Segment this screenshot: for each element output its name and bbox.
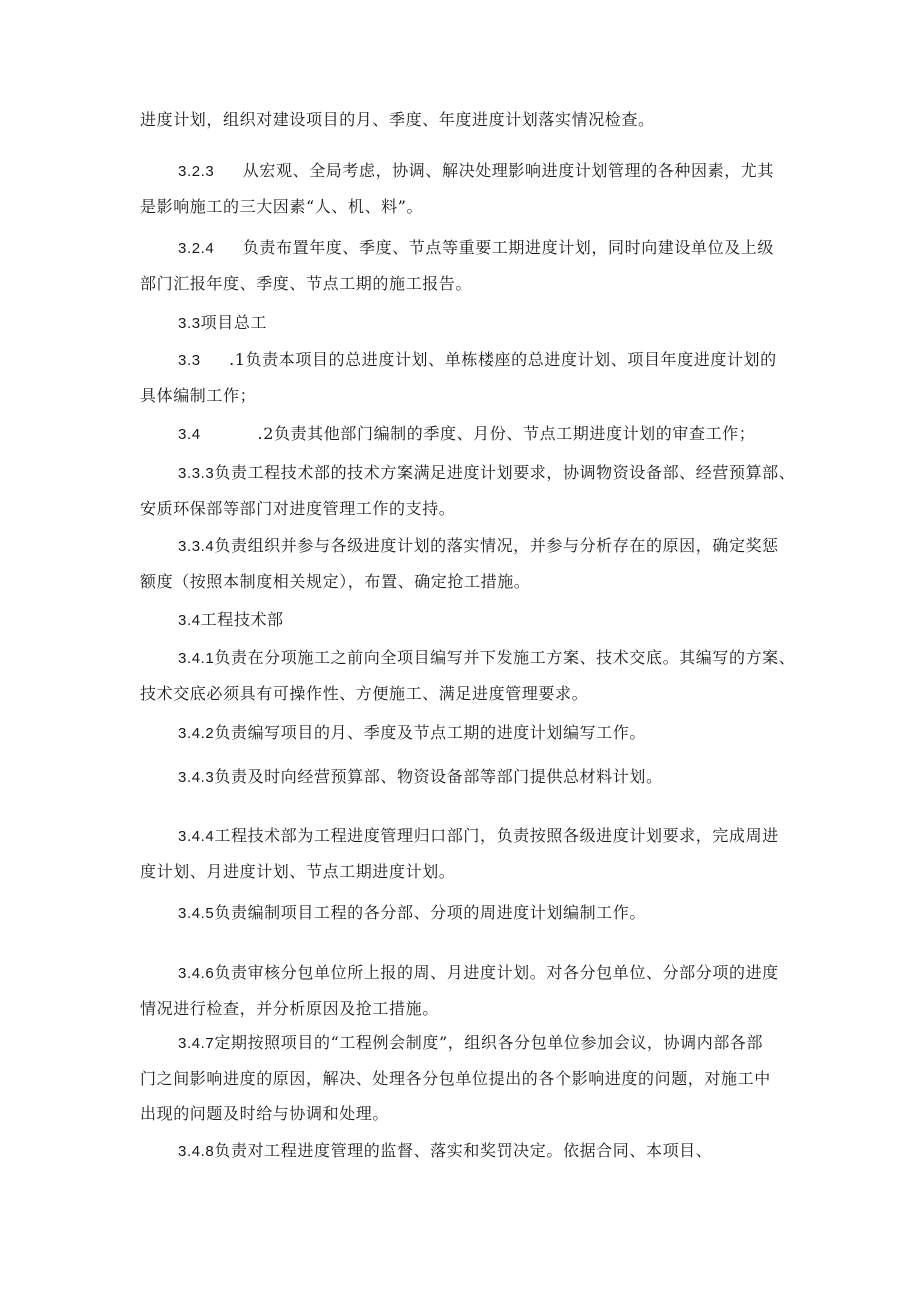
section-number: 3.3.3 — [178, 465, 215, 482]
section-number: 3.4.4 — [178, 828, 215, 845]
section-number: 3.4.3 — [178, 769, 215, 786]
paragraph-3-2-3: 3.2.3 从宏观、全局考虑，协调、解决处理影响进度计划管理的各种因素，尤其 是影响施工的三大因素“人、机、料”。 — [140, 161, 775, 216]
paragraph-continuation: 进度计划，组织对建设项目的月、季度、年度进度计划落实情况检查。 — [140, 110, 655, 129]
section-number: 3.3 — [178, 352, 201, 369]
section-number: 3.4.8 — [178, 1143, 215, 1160]
section-number: 3.4.5 — [178, 905, 215, 922]
heading-3-4: 3.4工程技术部 — [178, 610, 284, 629]
paragraph-3-2-4: 3.2.4 负责布置年度、季度、节点等重要工期进度计划，同时向建设单位及上级 部门汇报年度、季度、节点工期的施工报告。 — [140, 238, 775, 293]
paragraph-3-4-1: 3.4.1负责在分项施工之前向全项目编写并下发施工方案、技术交底。其编写的方案、 技术交底必须具有可操作性、方便施工、满足进度管理要求。 — [140, 648, 796, 703]
section-number: 3.4 — [178, 426, 201, 443]
paragraph-3-3-4: 3.3.4负责组织并参与各级进度计划的落实情况，并参与分析存在的原因，确定奖惩 额度（按照本制度相关规定），布置、确定抢工措施。 — [140, 536, 779, 591]
section-number: 3.4 — [178, 612, 201, 629]
paragraph-3-4-7: 3.4.7定期按照项目的“工程例会制度”，组织各分包单位参加会议，协调内部各部 门之间影响进度的原因，解决、处理各分包单位提出的各个影响进度的问题，对施工中 出现的问题及时给与协调和处理。 — [140, 1033, 771, 1123]
paragraph-3-4-5: 3.4.5负责编制项目工程的各分部、分项的周进度计划编制工作。 — [178, 903, 646, 922]
section-number: 3.4.7 — [178, 1035, 215, 1052]
paragraph-3-3-1: 3.3 .1负责本项目的总进度计划、单栋楼座的总进度计划、项目年度进度计划的 具体编制工作； — [140, 350, 777, 405]
paragraph-3-4-8: 3.4.8负责对工程进度管理的监督、落实和奖罚决定。依据合同、本项目、 — [178, 1141, 713, 1160]
section-number: 3.3.4 — [178, 538, 215, 555]
paragraph-3-4-3: 3.4.3负责及时向经营预算部、物资设备部等部门提供总材料计划。 — [178, 767, 663, 786]
paragraph-3-4-2-review: 3.4 .2负责其他部门编制的季度、月份、节点工期进度计划的审查工作； — [178, 424, 756, 443]
section-number: 3.4.1 — [178, 650, 215, 667]
paragraph-3-4-6: 3.4.6负责审核分包单位所上报的周、月进度计划。对各分包单位、分部分项的进度 情况进行检查，并分析原因及抢工措施。 — [140, 963, 779, 1018]
paragraph-3-4-4: 3.4.4工程技术部为工程进度管理归口部门，负责按照各级进度计划要求，完成周进 度计划、月进度计划、节点工期进度计划。 — [140, 826, 779, 881]
section-number: 3.2.3 — [178, 163, 215, 180]
section-number: 3.4.6 — [178, 965, 215, 982]
paragraph-3-3-3: 3.3.3负责工程技术部的技术方案满足进度计划要求，协调物资设备部、经营预算部、 安质环保部等部门对进度管理工作的支持。 — [140, 463, 796, 518]
section-number: 3.3 — [178, 315, 201, 332]
heading-3-3: 3.3项目总工 — [178, 313, 268, 332]
paragraph-3-4-2: 3.4.2负责编写项目的月、季度及节点工期的进度计划编写工作。 — [178, 723, 646, 742]
section-number: 3.2.4 — [178, 240, 215, 257]
section-number: 3.4.2 — [178, 725, 215, 742]
